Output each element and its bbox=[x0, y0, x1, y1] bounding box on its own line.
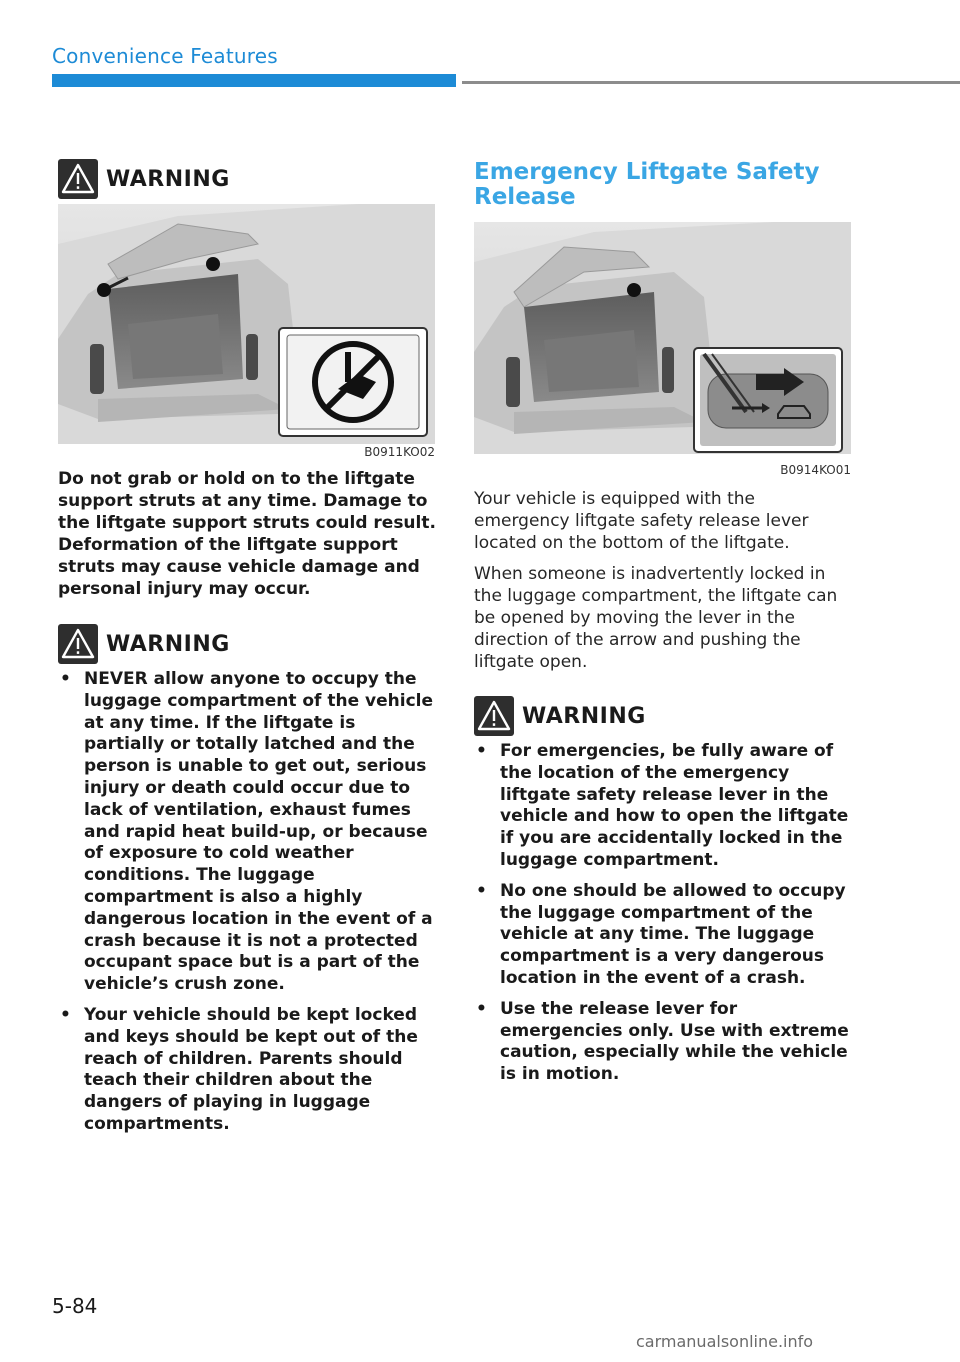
warning-heading bbox=[58, 623, 438, 665]
body-paragraph: Your vehicle is equipped with the emergency liftgate safety release lever located on the bottom of the liftgate. bbox=[474, 489, 809, 553]
chapter-title: Convenience Features bbox=[52, 44, 278, 68]
warning-label: WARNING bbox=[106, 631, 230, 657]
warning-triangle-icon bbox=[58, 159, 98, 199]
header-divider bbox=[462, 81, 960, 84]
watermark: carmanualsonline.info bbox=[636, 1332, 814, 1351]
bullet-glyph: • bbox=[476, 741, 487, 761]
list-item: • NEVER allow anyone to occupy the luggage compartment of the vehicle at any time. If the liftgate is partially or totally latched and the person is unable to get out, serious injury or death could occur due to lack of ventilation, exhaust fumes and rapid heat build-up, or because of exposure to cold weather conditions. The luggage compartment is also a highly dangerous location in the event of a crash because it is not a protected occupant space but is a part of the vehicle’s crush zone. bbox=[60, 669, 434, 995]
bullet-glyph: • bbox=[476, 880, 487, 901]
warning-triangle-icon bbox=[474, 696, 514, 736]
warning-triangle-icon bbox=[58, 624, 98, 664]
list-item: • No one should be allowed to occupy the luggage compartment of the vehicle at any time. The luggage compartment is a very dangerous location in the event of a crash. bbox=[476, 880, 846, 988]
safety-release-illustration bbox=[474, 222, 851, 454]
bullet-glyph: • bbox=[60, 669, 71, 689]
warning-heading bbox=[474, 695, 854, 737]
list-item: • For emergencies, be fully aware of the location of the emergency liftgate safety release lever in the vehicle and how to open the liftgate if you are accidentally locked in the luggage compartment. bbox=[476, 741, 849, 870]
safety-release-figure bbox=[474, 222, 851, 462]
warning-bullet-list bbox=[58, 669, 438, 1136]
section-title: Emergency Liftgate Safety Release bbox=[474, 159, 820, 210]
warning-text: Do not grab or hold on to the liftgate support struts at any time. Damage to the liftgate support struts could result. Deformation of the liftgate support struts may cause vehicle damage and personal injury may occur. bbox=[58, 469, 436, 599]
list-item: • Your vehicle should be kept locked and keys should be kept out of the reach of children. Parents should teach their children about the dangers of playing in luggage compartments. bbox=[60, 1004, 418, 1134]
warning-label: WARNING bbox=[522, 703, 646, 729]
figure-code: B0911KO02 bbox=[364, 445, 435, 459]
left-column bbox=[58, 158, 438, 1145]
figure-code: B0914KO01 bbox=[780, 463, 851, 477]
header-accent-bar bbox=[52, 74, 456, 87]
body-paragraph: When someone is inadvertently locked in the luggage compartment, the liftgate can be opened by moving the lever in the direction of the arrow and pushing the liftgate open. bbox=[474, 564, 838, 672]
bullet-glyph: • bbox=[60, 1004, 71, 1025]
bullet-glyph: • bbox=[476, 998, 487, 1019]
liftgate-strut-figure bbox=[58, 204, 435, 444]
list-item: • Use the release lever for emergencies only. Use with extreme caution, especially while the vehicle is in motion. bbox=[476, 998, 849, 1085]
right-column bbox=[474, 160, 854, 1095]
warning-label: WARNING bbox=[106, 166, 230, 192]
liftgate-strut-illustration bbox=[58, 204, 435, 444]
page-number: 5-84 bbox=[52, 1294, 98, 1318]
warning-bullet-list bbox=[474, 741, 854, 1086]
warning-heading bbox=[58, 158, 438, 200]
